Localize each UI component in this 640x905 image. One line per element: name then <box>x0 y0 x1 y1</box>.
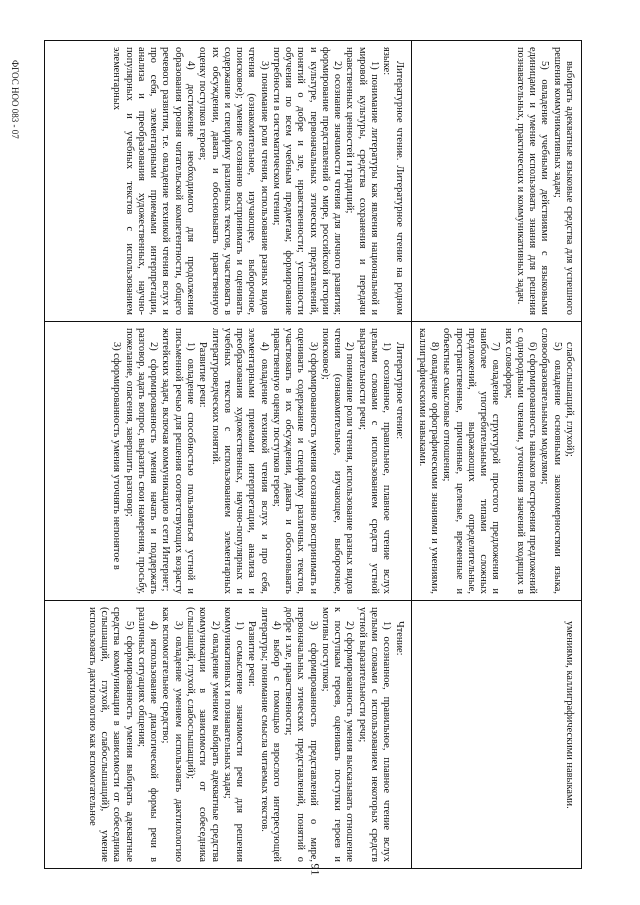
paragraph: 3) понимание роли чтения, использование разных видов чтения (ознакомительное, изучающее, выборочное, поисковое); умение осознанно воспринимать и оценивать содержание и специфику различных текстов, участвовать в их обсуждении, давать и обосновывать нравственную оценку поступков героев; <box>197 47 270 315</box>
paragraph: 1) овладение способностью пользоваться устной и письменной речью для решения соответствующих возрасту житейских задач, включая коммуникацию в сети Интернет; <box>160 328 197 594</box>
cell-col1-main <box>45 41 412 322</box>
paragraph: 6) сформированность навыков построения предложений с однородными членами, уточнения значений входящих в них словоформ; <box>502 328 539 594</box>
rotated-document-table <box>44 40 582 868</box>
paragraph: 8) овладение орфографическими знаниями и умениями, каллиграфическими навыками. <box>416 328 441 594</box>
paragraph: 3) сформированность умения осознанно воспринимать и оценивать содержание и специфику различных текстов, участвовать в их обсуждении, давать и обосновывать нравственную оценку поступков героев; <box>270 328 319 594</box>
paragraph: 1) осознанное, правильное, плавное чтение вслух целыми словами с использованием средств устной выразительности речи; <box>356 328 393 594</box>
paragraph: 3) сформированность умения уточнять непонятое в <box>111 342 123 570</box>
cell-col3-main <box>45 601 412 869</box>
paragraph: 2) овладение умением выбирать адекватные средства коммуникации в зависимости от собеседника (слышащий, глухой, слабослышащий); <box>185 607 221 862</box>
paragraph: Развитие речи: <box>246 621 258 687</box>
page-number: 91 <box>308 863 323 876</box>
cell-col3-top <box>411 601 581 869</box>
paragraph: 4) овладение техникой чтения вслух и про себя, элементарными приемами интерпретации, анализа и преобразования художественных, научно-популярных и учебных текстов с использованием элементарных литературоведческих понятий. <box>209 328 270 594</box>
paragraph: 3) овладение умением использовать дактилологию как вспомогательное средство; <box>160 607 184 862</box>
table-row-top <box>411 41 581 869</box>
paragraph: 2) сформированность умения начать и поддержать разговор, задать вопрос, выразить свои намерения, просьбу, пожелание, опасения, завершить разговор; <box>123 328 160 594</box>
paragraph: выбирать адекватные языковые средства для успешного решения коммуникативных задач; <box>551 47 575 315</box>
paragraph: 1) осознанное, правильное, плавное чтение вслух целыми словами с использованием некоторых средств устной выразительности речи; <box>356 607 393 862</box>
paragraph: Литературное чтение. Литературное чтение на родном языке: <box>381 47 405 315</box>
paragraph: Литературное чтение: <box>393 342 405 440</box>
paragraph: 2) осознание значимости чтения для личного развития; формирование представлений о мире, российской истории и культуре, первоначальных этических представлений, понятий о добре и зле, нравственности; успешности обучения по всем учебным предметам; формирование потребности в систематическом чтении; <box>270 47 344 315</box>
paragraph: 4) выбор с помощью взрослого интересующей литературы; понимание смысла читаемых текстов. <box>258 607 282 862</box>
paragraph: слабослышащий, глухой); <box>564 342 575 457</box>
paragraph: 4) использование диалогической формы речи в различных ситуациях общения; <box>135 607 160 862</box>
paragraph: 5) овладение основными закономерностями языка, словообразовательными моделями; <box>539 328 563 594</box>
requirements-table <box>44 40 582 869</box>
document-stamp: ФГОС НОО 083 - 07 <box>10 60 20 139</box>
cell-col2-main <box>45 322 412 601</box>
cell-col2-top <box>411 322 581 601</box>
paragraph: 1) понимание литературы как явления национальной и мировой культуры, средства сохранения и передачи нравственных ценностей и традиций; <box>344 47 381 315</box>
paragraph: 3) сформированность представлений о мире, первоначальных этических представлений, понятий о добре и зле, нравственности; <box>283 607 319 862</box>
paragraph: 5) сформированность умения выбирать адекватные средства коммуникации в зависимости от собеседника (слышащий, глухой, слабослышащий), умение использовать дактилологию как вспомогательное <box>86 607 135 862</box>
paragraph: 2) сформированность умения высказывать отношение к поступкам героев, оценивать поступки героев и мотивы поступков; <box>319 607 356 862</box>
paragraph: 5) овладение учебными действиями с языковыми единицами и умение использовать знания для решения познавательных, практических и коммуникативных задач. <box>514 47 551 315</box>
paragraph: Чтение: <box>393 621 405 656</box>
paragraph: умениями, каллиграфическими навыками. <box>564 621 575 809</box>
paragraph: 1) осмысление значимости речи для решения коммуникативных и познавательных задач; <box>221 607 246 862</box>
paragraph: 2) понимание роли чтения, использование разных видов чтения (ознакомительное, изучающее, выборочное, поисковое); <box>319 328 356 594</box>
paragraph: 7) овладение структурой простого предложения и наиболее употребительными типами сложных предложений, выражающих определительные, пространственные, причинные, целевые, временные и объектные смысловые отношения; <box>441 328 502 594</box>
table-row-main <box>45 41 412 869</box>
paragraph: 4) достижение необходимого для продолжения образования уровня читательской компетентности, общего речевого развития, т.е. овладение техникой чтения вслух и про себя, элементарными приемами интерпретации, анализа и преобразования художественных, научно-популярных и учебных текстов с использованием элементарных <box>111 47 197 315</box>
paragraph: Развитие речи: <box>197 342 209 408</box>
cell-col1-top <box>411 41 581 322</box>
